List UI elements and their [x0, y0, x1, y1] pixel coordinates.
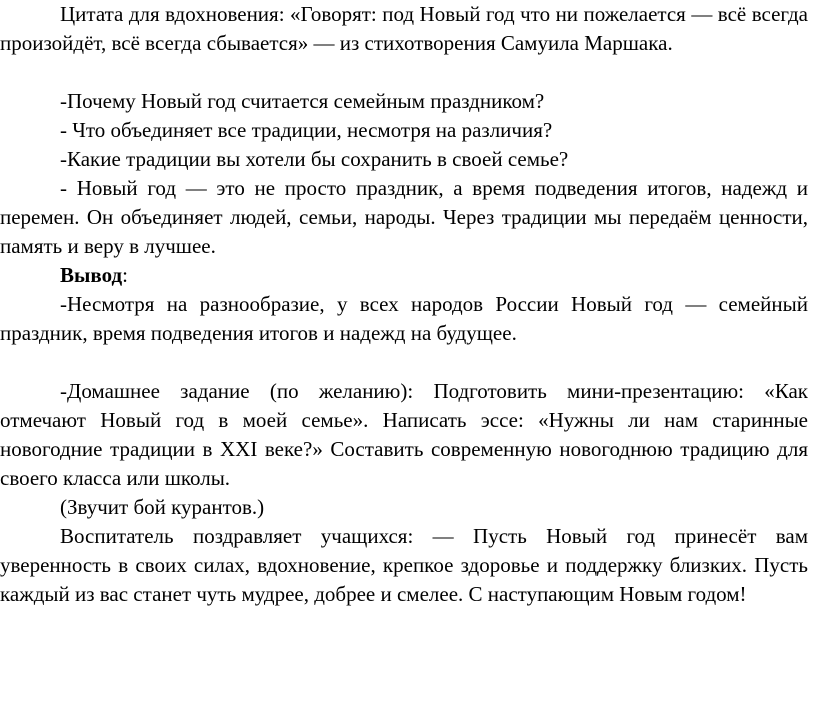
question-3: -Какие традиции вы хотели бы сохранить в своей семье?	[60, 147, 569, 171]
question-1: -Почему Новый год считается семейным праздником?	[60, 89, 545, 113]
closing-paragraph: Воспитатель поздравляет учащихся: — Пусть Новый год принесёт вам уверенность в своих силах, вдохновение, крепкое здоровье и поддержку близких. Пусть каждый из вас станет чуть мудрее, добрее и смелее. С наступающим Новым годом!	[0, 524, 808, 606]
conclusion-label: Вывод	[60, 263, 123, 287]
conclusion-heading	[0, 261, 816, 290]
conclusion-colon: :	[122, 263, 128, 287]
question-2: - Что объединяет все традиции, несмотря на различия?	[60, 118, 553, 142]
blank-line	[0, 348, 816, 377]
blank-line	[0, 58, 816, 87]
answer-paragraph: - Новый год — это не просто праздник, а время подведения итогов, надежд и перемен. Он объединяет людей, семьи, народы. Через традиции мы передаём ценности, память и веру в лучшее.	[0, 176, 808, 258]
homework-paragraph: -Домашнее задание (по желанию): Подготовить мини-презентацию: «Как отмечают Новый год в моей семье». Написать эссе: «Нужны ли нам старинные новогодние традиции в XXI веке?» Составить современную новогоднюю традицию для своего класса или школы.	[0, 379, 808, 490]
stage-direction: (Звучит бой курантов.)	[60, 495, 265, 519]
conclusion-paragraph: -Несмотря на разнообразие, у всех народов России Новый год — семейный праздник, время подведения итогов и надежд на будущее.	[0, 292, 808, 345]
quote-paragraph: Цитата для вдохновения: «Говорят: под Новый год что ни пожелается — всё всегда произойдёт, всё всегда сбывается» — из стихотворения Самуила Маршака.	[0, 2, 808, 55]
